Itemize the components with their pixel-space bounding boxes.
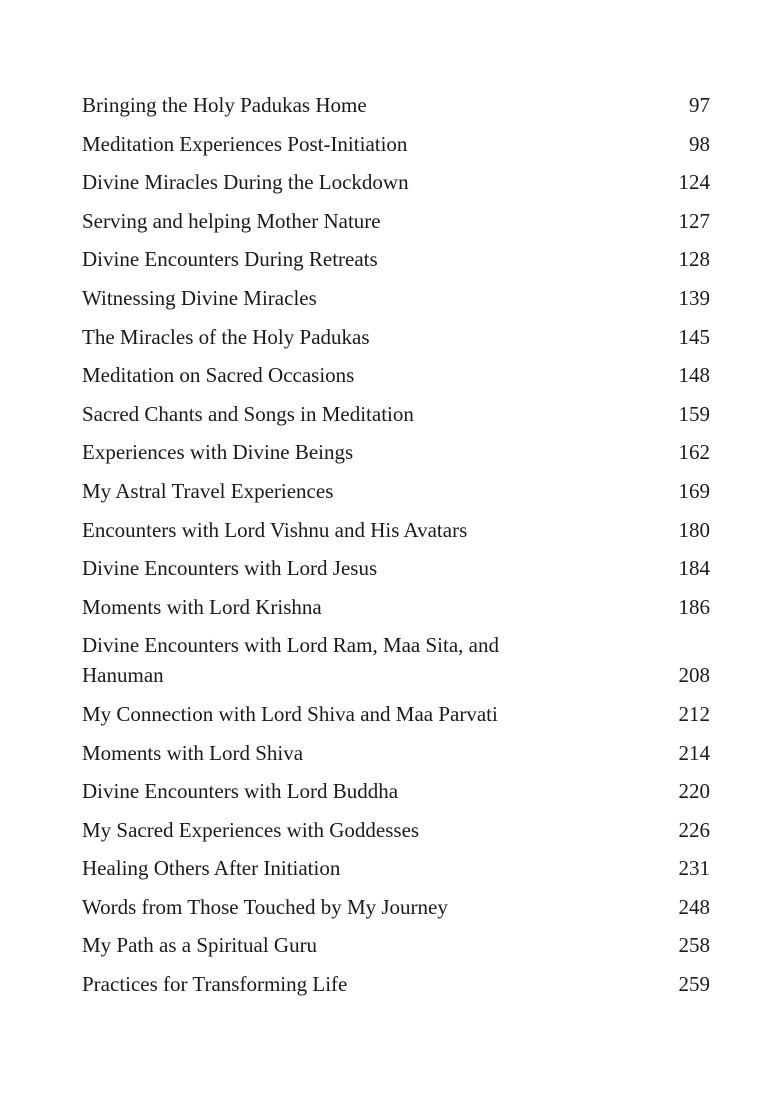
toc-entry (82, 592, 712, 622)
toc-entry-title: Witnessing Divine Miracles (82, 285, 317, 310)
toc-entry-page-number: 259 (678, 972, 710, 997)
toc-entry-page-number: 97 (689, 93, 710, 117)
toc-entry-page-number: 212 (678, 701, 710, 726)
toc-entry-page-number: 169 (678, 478, 710, 503)
toc-entry-page-number: 226 (678, 817, 710, 842)
toc-entry (82, 853, 712, 883)
toc-entry (82, 399, 712, 429)
toc-entry-title: Divine Miracles During the Lockdown (82, 170, 409, 195)
toc-entry-page-number: 214 (678, 740, 710, 765)
toc-entry (82, 206, 712, 236)
toc-entry-page-number: 186 (678, 594, 710, 619)
toc-entry-title: Sacred Chants and Songs in Meditation (82, 401, 414, 426)
toc-entry (82, 699, 712, 729)
toc-entry-title: Bringing the Holy Padukas Home (82, 93, 367, 117)
toc-entry (82, 738, 712, 768)
toc-entry-title: My Connection with Lord Shiva and Maa Parvati (82, 701, 498, 726)
toc-entry (82, 283, 712, 313)
toc-entry-page-number: 184 (678, 556, 710, 581)
toc-entry-title: Encounters with Lord Vishnu and His Avatars (82, 517, 468, 542)
toc-entry-title: Meditation Experiences Post-Initiation (82, 131, 408, 156)
toc-entry (82, 90, 712, 120)
toc-entry (82, 892, 712, 922)
toc-entry (82, 776, 712, 806)
toc-entry-page-number: 162 (678, 440, 710, 465)
toc-entry-page-number: 248 (678, 894, 710, 919)
toc-entry-page-number: 208 (678, 663, 710, 688)
toc-entry-title: Meditation on Sacred Occasions (82, 363, 355, 388)
toc-entry (82, 476, 712, 506)
toc-entry-page-number: 128 (678, 247, 710, 272)
toc-entry-page-number: 145 (678, 324, 710, 349)
toc-entry-title: My Sacred Experiences with Goddesses (82, 817, 420, 842)
toc-entry (82, 815, 712, 845)
toc-entry (82, 930, 712, 960)
toc-entry (82, 360, 712, 390)
toc-entry (82, 515, 712, 545)
toc-entry-page-number: 98 (689, 131, 710, 156)
toc-entry-page-number: 159 (678, 401, 710, 426)
toc-entry-title: Divine Encounters During Retreats (82, 247, 378, 272)
toc-entry-title: Moments with Lord Krishna (82, 594, 322, 619)
toc-entry (82, 630, 712, 690)
toc-entry-title: Healing Others After Initiation (82, 856, 341, 881)
toc-entry-title: Experiences with Divine Beings (82, 440, 354, 465)
toc-entry-title: Words from Those Touched by My Journey (82, 894, 448, 919)
toc-entry-title: The Miracles of the Holy Padukas (82, 324, 370, 349)
toc-entry-title: Divine Encounters with Lord Buddha (82, 779, 399, 804)
toc-entry-page-number: 258 (678, 933, 710, 958)
toc-entry-title: Divine Encounters with Lord Ram, Maa Sita, and Hanuman (82, 633, 499, 688)
toc-entry-page-number: 139 (678, 285, 710, 310)
toc-entry (82, 322, 712, 352)
toc-entry (82, 437, 712, 467)
toc-entry (82, 167, 712, 197)
toc-entry-title: Moments with Lord Shiva (82, 740, 304, 765)
toc-entry-title: Divine Encounters with Lord Jesus (82, 556, 378, 581)
toc-entry-title: Serving and helping Mother Nature (82, 208, 381, 233)
table-of-contents (82, 90, 712, 1008)
toc-entry-title: My Path as a Spiritual Guru (82, 933, 318, 958)
toc-entry-page-number: 148 (678, 363, 710, 388)
toc-entry (82, 969, 712, 999)
toc-entry-page-number: 231 (678, 856, 710, 881)
toc-entry (82, 244, 712, 274)
toc-entry-page-number: 127 (678, 208, 710, 233)
toc-entry-page-number: 220 (678, 779, 710, 804)
toc-entry (82, 129, 712, 159)
toc-entry-title: My Astral Travel Experiences (82, 478, 334, 503)
toc-entry-page-number: 180 (678, 517, 710, 542)
toc-entry-title: Practices for Transforming Life (82, 972, 348, 997)
toc-entry (82, 553, 712, 583)
toc-entry-page-number: 124 (678, 170, 710, 195)
